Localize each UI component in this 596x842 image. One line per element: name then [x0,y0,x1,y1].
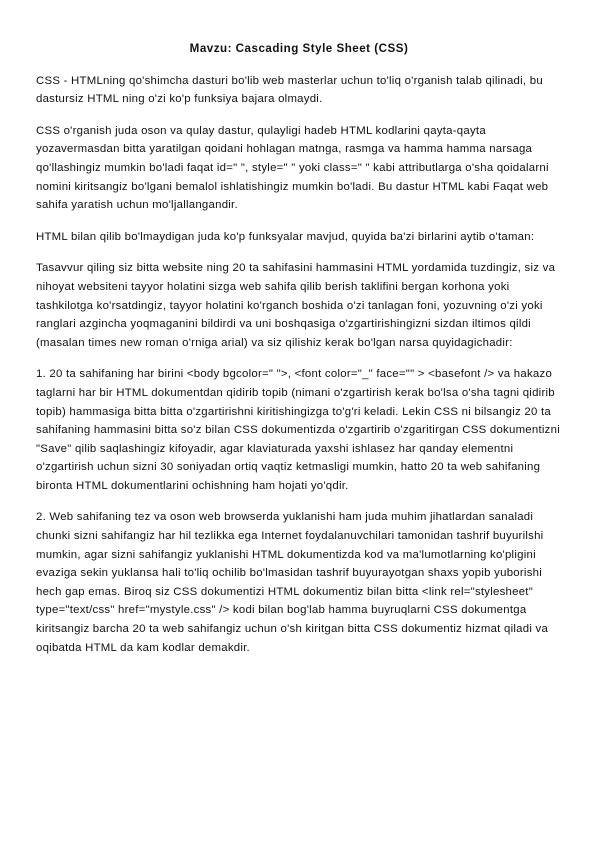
paragraph-css-benefits: CSS o'rganish juda oson va qulay dastur, qulayligi hadeb HTML kodlarini qayta-qayta yozavermasdan bitta yaratilgan qoidani hohlagan matnga, rasmga va hamma hamma narsaga qo'llashingiz mumkin bo'ladi faqat id=" ", style=" " yoki class=" " kabi attributlarga o'sha qoidalarni nomini kiritsangiz bo'lgani bemalol ishlatishingiz mumkin bo'ladi. Bu dastur HTML kabi Faqat web sahifa yaratish uchun mo'ljallangandir. [36,124,549,212]
paragraph-point-2: 2. Web sahifaning tez va oson web browserda yuklanishi ham juda muhim jihatlardan sanaladi chunki sizni sahifangiz har hil tezlikka ega Internet foydalanuvchilari tamonidan tashrif buyurilshi mumkin, agar sizni sahifangiz yuklanishi HTML dokumentizda kod va ma'lumotlarning ko'pligini evaziga sekin yuklansa hali to'liq ochilib bo'lmasidan tashrif buyurayotgan shaxs yopib yuborishi hech gap emas. Biroq siz CSS dokumentizi HTML dokumentiz bilan bitta <link rel="stylesheet" type="text/css" href="mystyle.css" /> kodi bilan bog'lab hamma buyruqlarni CSS dokumentga kiritsangiz barcha 20 ta web sahifangiz uchun o'sh kiritgan bitta CSS dokumentiz hizmat qiladi va oqibatda HTML da kam kodlar demakdir. [36,511,549,654]
paragraph-html-limits: HTML bilan qilib bo'lmaydigan juda ko'p funksyalar mavjud, quyida ba'zi birlarini aytib o'taman: [36,230,535,243]
document-title: Mavzu: Cascading Style Sheet (CSS) [189,42,409,55]
paragraph-point-1: 1. 20 ta sahifaning har birini <body bgcolor=" ">, <font color="_" face="" > <basefont /> va hakazo taglarni har bir HTML dokumentdan qidirib topib (nimani o'zgartirish kerak bo'lsa o'sha tagni qidirib topib) hammasiga bitta bitta o'zgartirishni kiritishingizga to'g'ri keladi. Lekin CSS ni bilsangiz 20 ta sahifaning hammasini bitta so'z bilan CSS dokumentizda o'zgartirib o'zgaritirgan CSS dokumentizni "Save" qilib saqlashingiz kifoyadir, agar klaviaturada yaxshi ishlasez har qanday elementni o'zgartirish uchun sizni 30 soniyadan ortiq vaqtiz ketmasligi mumkin, hatto 20 ta web sahifaning bironta HTML dokumentlarini ochishning ham hojati yo'qdir. [36,368,560,492]
paragraph-intro: CSS - HTMLning qo'shimcha dasturi bo'lib web masterlar uchun to'liq o'rganish talab qilinadi, bu dastursiz HTML ning o'zi ko'p funksiya bajara olmaydi. [36,74,543,106]
paragraph-scenario: Tasavvur qiling siz bitta website ning 20 ta sahifasini hammasini HTML yordamida tuzdingiz, siz va nihoyat websiteni tayyor holatini sizga web sahifa qilib berish taklifini bergan korhona yoki tashkilotga ko'rsatdingiz, tayyor holatini ko'rganch boshida o'zi tanlagan foni, yozuvning o'zi yoki ranglari azgincha yoqmaganini bildirdi va uni boshqasiga o'zgartirishingizni sizdan iltimos qildi (masalan times new roman o'rniga arial) va siz qilishiz kerak bo'lgan narsa quyidagichadir: [36,262,556,349]
